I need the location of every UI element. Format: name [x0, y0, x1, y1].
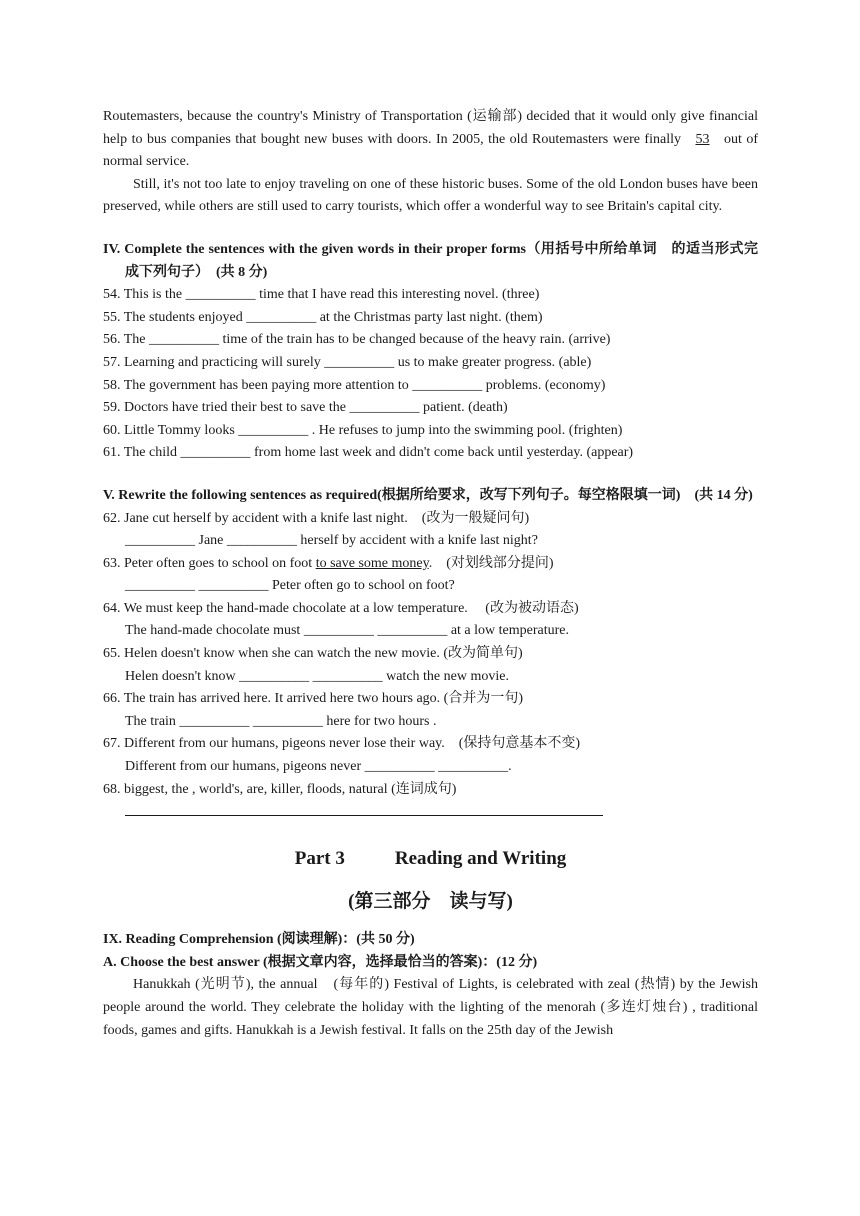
part-name: Reading and Writing: [394, 848, 567, 870]
underlined-phrase: to save some money: [315, 555, 429, 571]
answer-rule-68: [125, 801, 603, 816]
part-title: [103, 846, 758, 872]
passage-paragraph-1: [103, 106, 758, 174]
passage-paragraph-2: Still, it's not too late to enjoy traveling on one of these historic buses. Some of the old London buses have been preserved, while others are still used to carry tourists, which offer a wonderful way to see Britain's capital city.: [103, 176, 758, 215]
question-item: 56. The __________ time of the train has to be changed because of the heavy rain. (arrive): [103, 332, 611, 348]
question-item: 61. The child __________ from home last week and didn't come back until yesterday. (appear): [103, 445, 634, 461]
question-text: 63. Peter often goes to school on foot: [103, 555, 316, 571]
question-item: 57. Learning and practicing will surely __________ us to make greater progress. (able): [103, 354, 592, 370]
question-64: 64. We must keep the hand-made chocolate at a low temperature. (改为被动语态): [103, 600, 579, 616]
section-v-heading: V. Rewrite the following sentences as required(根据所给要求，改写下列句子。每空格限填一词) (共 14 分): [103, 487, 753, 503]
question-item: 59. Doctors have tried their best to save the __________ patient. (death): [103, 400, 508, 416]
question-68: 68. biggest, the , world's, are, killer, floods, natural (连词成句): [103, 781, 457, 797]
question-item: 60. Little Tommy looks __________ . He refuses to jump into the swimming pool. (frighten): [103, 422, 623, 438]
question-65: 65. Helen doesn't know when she can watch the new movie. (改为简单句): [103, 646, 523, 662]
passage-text: Routemasters, because the country's Ministry of Transportation (运输部) decided that it would only give financial help to bus companies that bought new buses with doors. In 2005, the old Routemasters were finally: [103, 109, 758, 147]
answer-line-67: Different from our humans, pigeons never __________ __________.: [125, 759, 512, 775]
section-v-list: [103, 508, 758, 817]
answer-line-62: __________ Jane __________ herself by accident with a knife last night?: [125, 533, 538, 549]
answer-line-63: __________ __________ Peter often go to school on foot?: [125, 578, 455, 594]
blank-53: 53: [695, 131, 710, 147]
question-item: 54. This is the __________ time that I have read this interesting novel. (three): [103, 287, 540, 303]
question-item: 55. The students enjoyed __________ at the Christmas party last night. (them): [103, 309, 543, 325]
section-ix-heading: IX. Reading Comprehension (阅读理解)：(共 50 分): [103, 932, 415, 948]
section-ix-subheading: A. Choose the best answer (根据文章内容，选择最恰当的答案)：(12 分): [103, 954, 538, 970]
question-text: . (对划线部分提问): [428, 555, 554, 571]
reading-passage: Hanukkah (光明节), the annual (每年的) Festival of Lights, is celebrated with zeal (热情) by the Jewish people around the world. They celebrate the holiday with the lighting of the menorah (多连灯烛台) , traditional foods, games and gifts. Hanukkah is a Jewish festival. It falls on the 25th day of the Jewish: [103, 977, 758, 1038]
section-iv-list: [103, 284, 758, 465]
question-67: 67. Different from our humans, pigeons never lose their way. (保持句意基本不变): [103, 736, 581, 752]
question-63: [103, 553, 758, 576]
question-66: 66. The train has arrived here. It arrived here two hours ago. (合并为一句): [103, 691, 523, 707]
passage-text: out of normal service.: [103, 131, 758, 170]
question-62: 62. Jane cut herself by accident with a knife last night. (改为一般疑问句): [103, 510, 530, 526]
section-iv-heading: IV. Complete the sentences with the given words in their proper forms（用括号中所给单词 的适当形式完成下列句子） (共 8 分): [103, 241, 758, 280]
answer-line-66: The train __________ __________ here for two hours .: [125, 713, 437, 729]
part-number: Part 3: [294, 848, 345, 870]
question-item: 58. The government has been paying more attention to __________ problems. (economy): [103, 377, 606, 393]
part-subtitle: (第三部分 读与写): [348, 891, 513, 913]
answer-line-64: The hand-made chocolate must __________ __________ at a low temperature.: [125, 623, 569, 639]
answer-line-65: Helen doesn't know __________ __________ watch the new movie.: [125, 668, 509, 684]
document-page: [103, 106, 758, 1042]
